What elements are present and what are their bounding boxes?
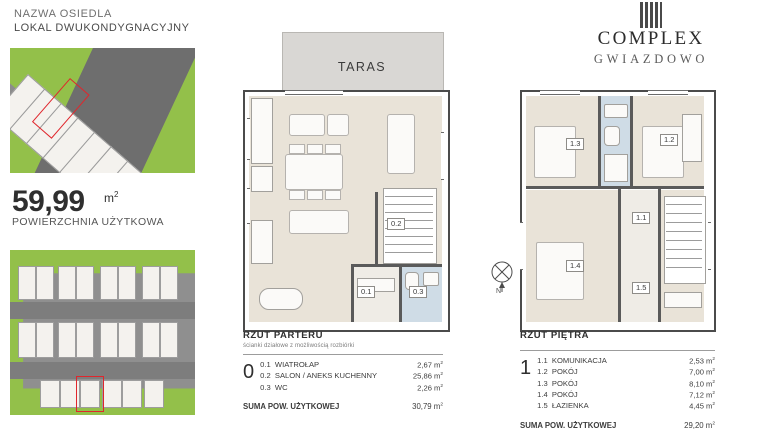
window — [708, 222, 711, 270]
toilet — [604, 126, 620, 146]
site-building — [142, 322, 160, 358]
room-area: 25,86 m — [412, 371, 441, 381]
site-building — [76, 266, 94, 300]
room-area: 7,00 m — [689, 367, 713, 377]
room-area: 2,53 m — [689, 356, 713, 366]
room-area: 7,12 m — [689, 390, 713, 400]
site-building — [160, 322, 178, 358]
window — [247, 118, 250, 160]
site-plan-detail — [10, 250, 195, 415]
interior-wall — [526, 186, 704, 189]
interior-wall — [351, 266, 354, 322]
room-area: 8,10 m — [689, 379, 713, 389]
stair-tread — [666, 222, 702, 223]
logo-subtitle: GWIAZDOWO — [593, 52, 709, 66]
sofa — [289, 210, 349, 234]
room-tag-0-3: 0.3 — [409, 286, 427, 298]
upper-legend-title: RZUT PIĘTRA — [520, 330, 590, 341]
window — [247, 188, 250, 224]
room-name: ŁAZIENKA — [551, 401, 589, 411]
room-name: WC — [274, 382, 288, 392]
room-tag-1-2: 1.2 — [660, 134, 678, 146]
room-tag-1-5: 1.5 — [632, 282, 650, 294]
legend-row: 0.1 WIATROŁAP 2,67 $m^2$ — [260, 360, 443, 370]
upper-level-number: 1 — [520, 357, 532, 379]
room-tag-1-4: 1.4 — [566, 260, 584, 272]
window — [441, 132, 444, 180]
window — [648, 90, 688, 95]
brand-logo — [556, 2, 746, 67]
room-name: POKÓJ — [551, 367, 578, 377]
interior-wall — [618, 189, 621, 322]
site-building — [100, 322, 118, 358]
site-building — [36, 266, 54, 300]
room-area: 2,67 m — [417, 360, 441, 370]
interior-wall — [375, 192, 378, 264]
room-code: 0.2 — [260, 371, 271, 381]
interior-wall — [598, 96, 601, 188]
site-building — [122, 380, 142, 408]
legend-row: 1.1 KOMUNIKACJA 2,53 $m^2$ — [537, 356, 715, 366]
legend-row: 1.2 POKÓJ 7,00 $m^2$ — [537, 367, 715, 377]
chair — [289, 144, 305, 154]
site-building — [144, 380, 164, 408]
room-name: KOMUNIKACJA — [551, 356, 607, 365]
room-name: POKÓJ — [551, 378, 578, 388]
stair-tread — [385, 252, 433, 253]
site-building — [40, 380, 60, 408]
site-plan-overview — [10, 48, 195, 173]
armchair — [327, 114, 349, 136]
stair-tread — [385, 212, 433, 213]
chair — [325, 190, 341, 200]
usable-area-caption: POWIERZCHNIA UŻYTKOWA — [12, 216, 164, 228]
compass-north-label: N — [496, 288, 502, 295]
room-area: 2,26 m — [417, 383, 441, 393]
ground-total-row: SUMA POW. UŻYTKOWEJ 30,79 $m^2$ — [243, 401, 443, 411]
site-building — [100, 266, 118, 300]
ground-total-area: 30,79 m — [412, 401, 441, 411]
sideboard — [387, 114, 415, 174]
room-code: 1.3 — [537, 378, 548, 388]
corridor-fill — [618, 190, 660, 322]
legend-row: 0.2 SALON / ANEKS KUCHENNY 25,86 $m^2$ — [260, 371, 443, 381]
interior-wall — [351, 264, 442, 267]
site-building — [160, 266, 178, 300]
upper-total-area: 29,20 m — [684, 420, 713, 430]
upper-floor-plan — [520, 90, 716, 332]
armchair — [289, 114, 325, 136]
sink — [423, 272, 439, 286]
upper-total-row: SUMA POW. UŻYTKOWEJ 29,20 $m^2$ — [520, 420, 715, 430]
bathtub — [259, 288, 303, 310]
site-building — [142, 266, 160, 300]
stair-tread — [666, 240, 702, 241]
shower — [604, 154, 628, 182]
legend-divider — [520, 350, 715, 351]
window — [540, 90, 580, 95]
room-name: POKÓJ — [551, 389, 578, 399]
site-building — [58, 266, 76, 300]
room-code: 0.3 — [260, 382, 271, 392]
building-icon — [640, 2, 662, 28]
interior-wall — [658, 189, 661, 322]
legend-row: 0.3 WC 2,26 $m^2$ — [260, 382, 443, 393]
room-name: WIATROŁAP — [274, 360, 320, 369]
ground-floor-plan — [243, 90, 450, 332]
wardrobe — [664, 292, 702, 308]
usable-area-unit: $m^2$ — [104, 190, 119, 205]
room-name: SALON / ANEKS KUCHENNY — [274, 371, 378, 381]
ground-legend-note: ścianki działowe z możliwością rozbiórki — [243, 343, 355, 349]
room-code: 1.5 — [537, 401, 548, 411]
ground-legend-title: RZUT PARTERU — [243, 330, 324, 341]
stair-tread — [666, 258, 702, 259]
stair-tread — [385, 236, 433, 237]
stair-tread — [385, 204, 433, 205]
site-building — [36, 322, 54, 358]
ground-level-number: 0 — [243, 361, 255, 383]
ground-floor-legend — [243, 330, 443, 411]
window-terrace — [285, 90, 343, 95]
chair — [325, 144, 341, 154]
left-panel — [0, 0, 205, 428]
interior-wall — [399, 266, 402, 322]
usable-area-value: 59,99 — [12, 185, 85, 218]
sink — [604, 104, 628, 118]
site-road-detail — [10, 302, 195, 319]
room-tag-1-1: 1.1 — [632, 212, 650, 224]
legend-row: 1.4 POKÓJ 7,12 $m^2$ — [537, 389, 715, 400]
legend-row: 1.5 ŁAZIENKA 4,45 $m^2$ — [537, 401, 715, 411]
chair — [289, 190, 305, 200]
legend-divider — [243, 354, 443, 355]
stair-tread — [666, 267, 702, 268]
room-code: 1.1 — [537, 356, 548, 365]
stair-tread — [385, 196, 433, 197]
chair — [307, 190, 323, 200]
site-building — [118, 322, 136, 358]
stair-tread — [666, 249, 702, 250]
kitchen-counter — [251, 220, 273, 264]
compass-rose — [487, 258, 517, 298]
terrace-label: TARAS — [337, 60, 387, 74]
ground-total-label: SUMA POW. UŻYTKOWEJ — [243, 401, 340, 411]
site-building — [102, 380, 122, 408]
site-building — [58, 322, 76, 358]
window — [520, 222, 523, 270]
stair-tread — [666, 204, 702, 205]
site-building — [118, 266, 136, 300]
stair-tread — [666, 213, 702, 214]
room-code: 0.1 — [260, 360, 271, 369]
upper-floor-legend — [520, 330, 715, 430]
room-tag-1-3: 1.3 — [566, 138, 584, 150]
bed — [534, 126, 576, 178]
legend-row: 1.3 POKÓJ 8,10 $m^2$ — [537, 378, 715, 389]
logo-title: COMPLEX — [597, 28, 705, 49]
kitchen-counter — [251, 98, 273, 164]
dining-table — [285, 154, 343, 190]
stair-tread — [385, 244, 433, 245]
chair — [307, 144, 323, 154]
highlighted-unit-marker-detail — [76, 376, 104, 412]
site-building — [76, 322, 94, 358]
wardrobe — [682, 114, 702, 162]
room-code: 1.4 — [537, 389, 548, 399]
stair-tread — [666, 231, 702, 232]
site-building — [18, 266, 36, 300]
room-area: 4,45 m — [689, 401, 713, 411]
unit-type-label: LOKAL DWUKONDYGNACYJNY — [14, 22, 190, 34]
project-name: NAZWA OSIEDLA — [14, 8, 113, 20]
room-tag-0-2: 0.2 — [387, 218, 405, 230]
room-tag-0-1: 0.1 — [357, 286, 375, 298]
interior-wall — [630, 96, 633, 188]
kitchen-appliance — [251, 166, 273, 192]
site-building — [18, 322, 36, 358]
upper-total-label: SUMA POW. UŻYTKOWEJ — [520, 420, 617, 430]
room-code: 1.2 — [537, 367, 548, 377]
